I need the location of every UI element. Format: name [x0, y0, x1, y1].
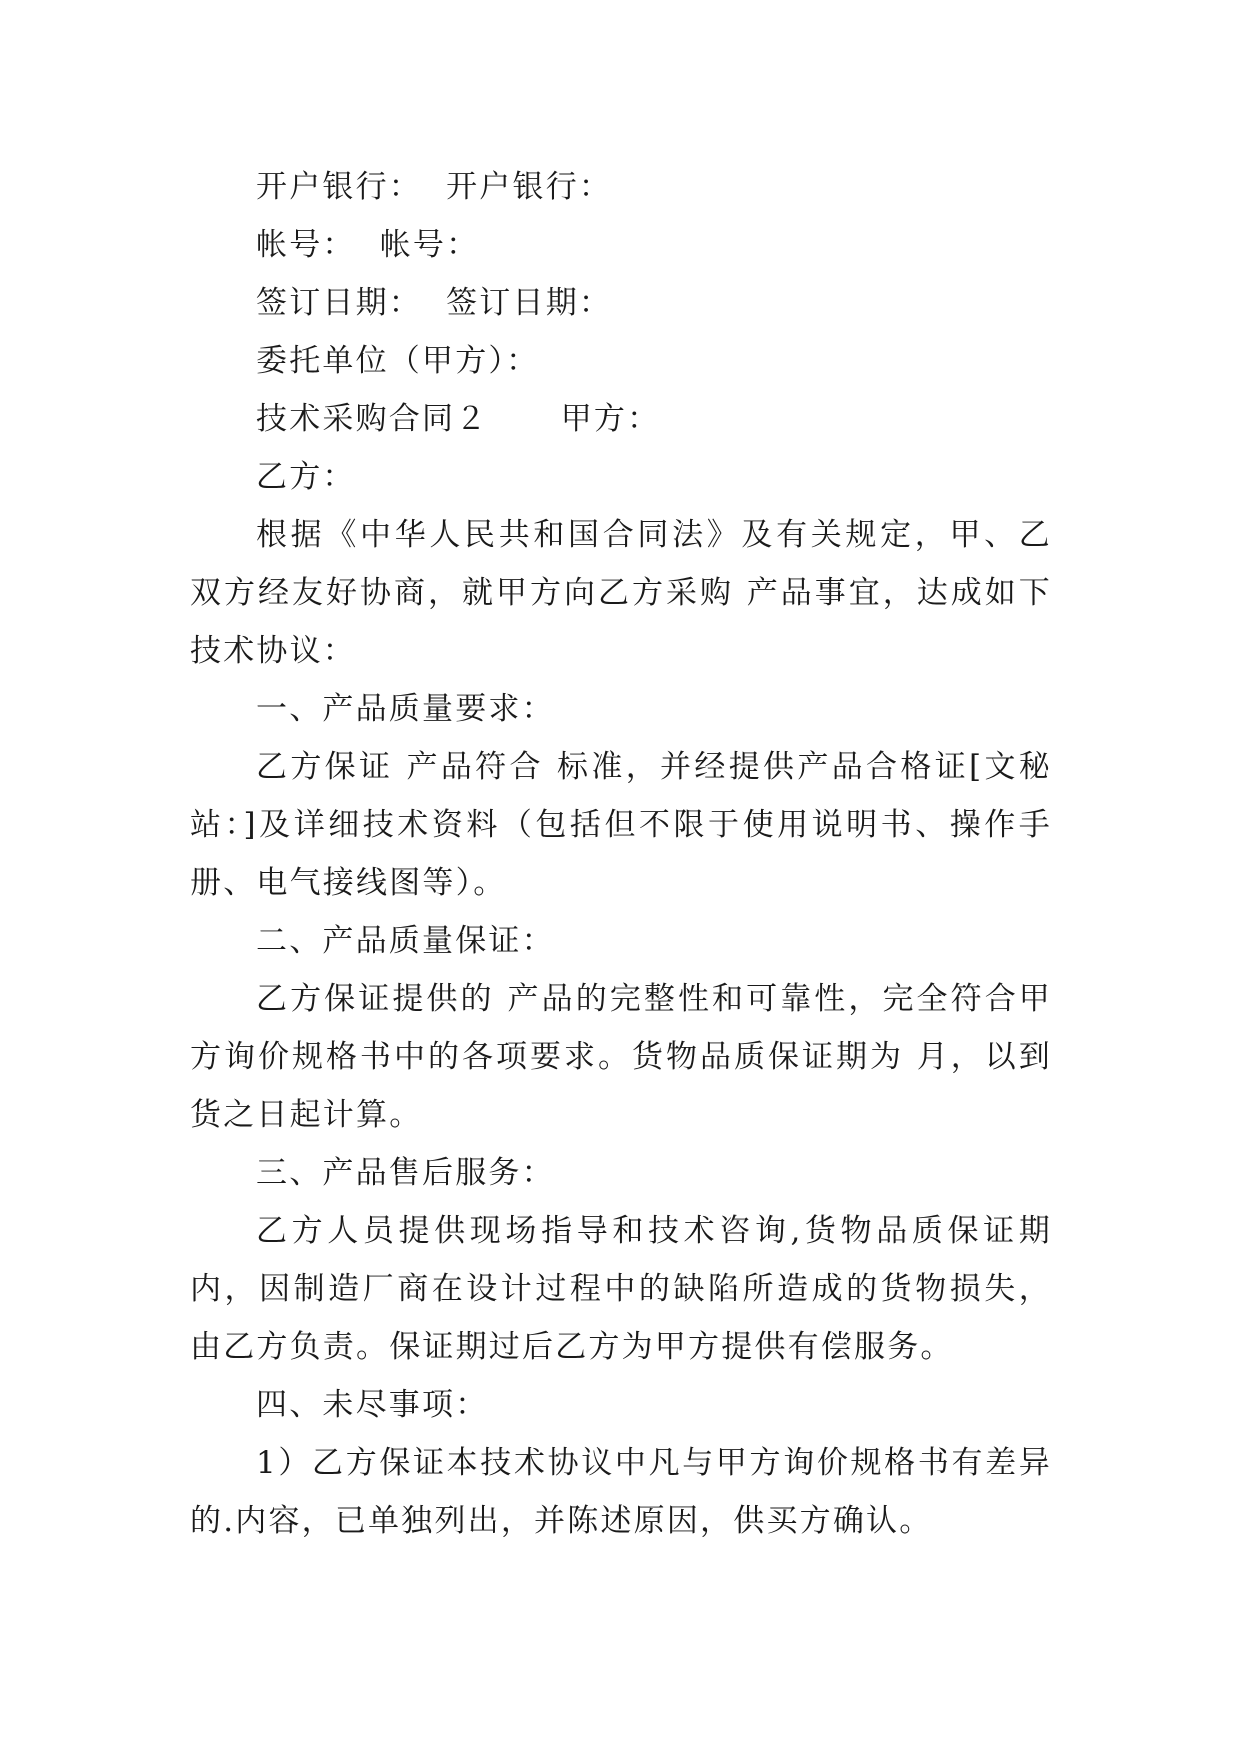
party-b-line: 乙方： — [256, 459, 356, 495]
section-body-2: 乙方保证提供的 产品的完整性和可靠性，完全符合甲方询价规格书中的各项要求。货物品质保证期为 月，以到货之日起计算。 — [190, 981, 1052, 1133]
section-body-1: 乙方保证 产品符合 标准，并经提供产品合格证[文秘站：]及详细技术资料（包括但不限于使用说明书、操作手册、电气接线图等）。 — [190, 749, 1052, 901]
section-body-3: 乙方人员提供现场指导和技术咨询,货物品质保证期内，因制造厂商在设计过程中的缺陷所造成的货物损失，由乙方负责。保证期过后乙方为甲方提供有偿服务。 — [190, 1213, 1052, 1365]
account-line: 帐号： 帐号： — [256, 227, 480, 263]
section-heading-4: 四、未尽事项： — [256, 1387, 489, 1423]
contract-title-line: 技术采购合同２ 甲方： — [256, 401, 661, 437]
bank-line: 开户银行： 开户银行： — [256, 169, 613, 205]
section-body-4: 1）乙方保证本技术协议中凡与甲方询价规格书有差异的.内容，已单独列出，并陈述原因，供买方确认。 — [190, 1445, 1052, 1539]
preamble-paragraph: 根据《中华人民共和国合同法》及有关规定，甲、乙双方经友好协商，就甲方向乙方采购 产品事宜，达成如下技术协议： — [190, 517, 1052, 669]
signing-date-line: 签订日期： 签订日期： — [256, 285, 613, 321]
section-heading-1: 一、产品质量要求： — [256, 691, 555, 727]
contract-body — [190, 158, 1052, 1550]
section-heading-3: 三、产品售后服务： — [256, 1155, 555, 1191]
client-unit-line: 委托单位（甲方）： — [256, 343, 540, 379]
section-heading-2: 二、产品质量保证： — [256, 923, 555, 959]
